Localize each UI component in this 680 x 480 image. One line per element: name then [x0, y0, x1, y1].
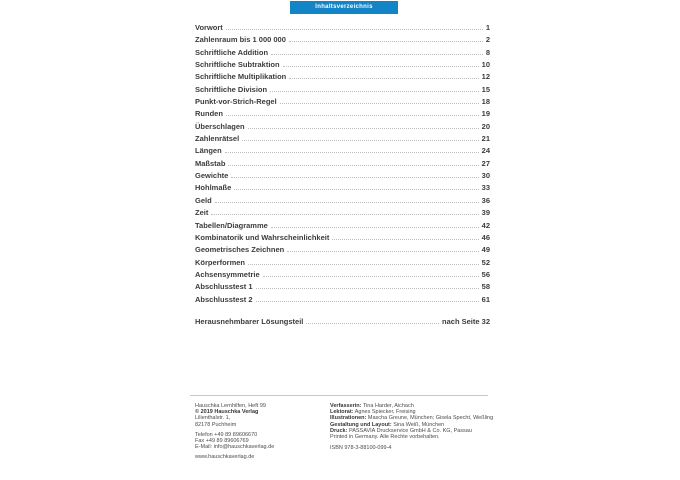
- toc-entry-page: 49: [481, 245, 490, 255]
- toc-entry-page: 24: [481, 146, 490, 156]
- footer-credits-block: [330, 403, 495, 451]
- credit-text: PASSAVIA Druckservice GmbH & Co. KG, Passau: [347, 427, 472, 434]
- toc-entry-title: Maßstab: [195, 158, 226, 168]
- toc-entry-title: Schriftliche Subtraktion: [195, 60, 280, 70]
- toc-entry-page: 1: [485, 23, 490, 32]
- credit-text: Agnes Spiecker, Freising: [353, 409, 416, 416]
- toc-entry-page: nach Seite 32: [442, 316, 490, 326]
- toc-entry: [195, 48, 490, 60]
- toc-entry-page: 27: [481, 158, 490, 168]
- toc-entry-title: Geometrisches Zeichnen: [195, 245, 285, 255]
- credit-text: Sina Weiß, München: [391, 421, 445, 428]
- toc-entry: [195, 258, 490, 270]
- toc-entry: [195, 85, 490, 97]
- toc-entry: [195, 109, 490, 121]
- toc-entry-title: Hohlmaße: [195, 183, 232, 193]
- toc-entry-title: Herausnehmbarer Lösungsteil: [195, 316, 304, 326]
- toc-entry: [195, 60, 490, 72]
- toc-entry-page: 19: [481, 109, 490, 119]
- toc-entry: [195, 122, 490, 134]
- toc-entry-title: Schriftliche Division: [195, 84, 268, 94]
- toc-entry: [195, 282, 490, 294]
- toc-dotted-leader: [289, 41, 483, 42]
- toc-entry-page: 10: [481, 60, 490, 70]
- toc-entry: [195, 35, 490, 47]
- footer-line: Hauschka Lernhilfen, Heft 99: [195, 403, 266, 409]
- toc-entry-title: Überschlagen: [195, 121, 245, 131]
- toc-entry-title: Tabellen/Diagramme: [195, 220, 268, 230]
- toc-entry: [195, 245, 490, 257]
- footer-divider: [190, 395, 488, 396]
- toc-entry-page: 52: [481, 257, 490, 267]
- toc-dotted-leader: [287, 251, 478, 252]
- toc-dotted-leader: [215, 202, 479, 203]
- toc-entry: [195, 317, 490, 329]
- toc-dotted-leader: [256, 301, 479, 302]
- toc-entry: [195, 134, 490, 146]
- toc-entry: [195, 171, 490, 183]
- toc-dotted-leader: [306, 323, 439, 324]
- toc-entry-title: Zahlenrätsel: [195, 134, 240, 144]
- footer-line: E-Mail: info@hauschkaverlag.de: [195, 444, 275, 451]
- credit-text: Mascha Greune, München; Gisela Specht, Weßling: [366, 415, 494, 422]
- toc-dotted-leader: [332, 239, 478, 240]
- toc-entry-title: Abschlusstest 1: [195, 282, 253, 292]
- toc-entry-page: 30: [481, 171, 490, 181]
- toc-dotted-leader: [283, 66, 479, 67]
- toc-entry-title: Runden: [195, 109, 223, 119]
- toc-entry-title: Körperformen: [195, 257, 246, 267]
- toc-entry-page: 33: [481, 183, 490, 193]
- footer-line: www.hauschkaverlag.de: [195, 454, 255, 461]
- credit-text: Printed in Germany. Alle Rechte vorbehalten.: [330, 434, 440, 441]
- credit-label: Verfasserin:: [330, 403, 362, 409]
- toc-dotted-leader: [225, 152, 479, 153]
- credit-label: Druck:: [330, 427, 348, 434]
- toc-entry-page: 18: [481, 97, 490, 107]
- toc-entry-title: Punkt-vor-Strich-Regel: [195, 97, 277, 107]
- footer-line: © 2019 Hauschka Verlag: [195, 409, 259, 416]
- toc-entry-page: 56: [481, 269, 490, 279]
- toc-dotted-leader: [211, 214, 478, 215]
- footer-line: Lilienthalstr. 1,: [195, 415, 231, 422]
- footer-line: Fax +49 89 89606769: [195, 438, 249, 445]
- toc-dotted-leader: [226, 115, 479, 116]
- credit-label: Lektorat:: [330, 409, 354, 416]
- toc-entry-page: 12: [481, 72, 490, 82]
- credit-label: Illustrationen:: [330, 415, 367, 422]
- toc-entry-title: Zeit: [195, 208, 209, 218]
- toc-dotted-leader: [271, 227, 479, 228]
- toc-dotted-leader: [226, 29, 483, 30]
- credit-text: Tina Harder, Aichach: [361, 403, 414, 409]
- toc-entry-title: Kombinatorik und Wahrscheinlichkeit: [195, 232, 330, 242]
- toc-entry-title: Vorwort: [195, 23, 223, 32]
- toc-dotted-leader: [234, 189, 478, 190]
- toc-dotted-leader: [280, 103, 479, 104]
- toc-entry-page: 42: [481, 220, 490, 230]
- toc-entry: [195, 183, 490, 195]
- toc-entry-page: 8: [485, 47, 490, 57]
- toc-entry-page: 2: [485, 35, 490, 45]
- toc-entry-page: 39: [481, 208, 490, 218]
- toc-entry-page: 15: [481, 84, 490, 94]
- toc-dotted-leader: [263, 276, 479, 277]
- isbn-line: ISBN 978-3-88100-099-4: [330, 445, 392, 452]
- toc-entry: [195, 72, 490, 84]
- credit-label: Gestaltung und Layout:: [330, 421, 392, 428]
- toc-entry: [195, 208, 490, 220]
- toc-entry-title: Zahlenraum bis 1 000 000: [195, 35, 286, 45]
- credits-list: [330, 403, 495, 440]
- toc-entry-title: Längen: [195, 146, 222, 156]
- toc-dotted-leader: [256, 288, 479, 289]
- toc-dotted-leader: [270, 91, 479, 92]
- toc-entry: [195, 146, 490, 158]
- toc-entry-title: Geld: [195, 195, 212, 205]
- toc-entry-title: Schriftliche Multiplikation: [195, 72, 287, 82]
- toc-entry-page: 20: [481, 121, 490, 131]
- toc-entry-page: 46: [481, 232, 490, 242]
- footer-line: Telefon +49 89 89606670: [195, 431, 258, 438]
- toc-dotted-leader: [248, 128, 479, 129]
- toc-entry: [195, 270, 490, 282]
- toc-entry-title: Schriftliche Addition: [195, 47, 269, 57]
- toc-entry: [195, 295, 490, 307]
- toc-entry-page: 61: [481, 294, 490, 304]
- toc-dotted-leader: [231, 177, 478, 178]
- toc-entry-title: Achsensymmetrie: [195, 269, 260, 279]
- toc-entry-page: 58: [481, 282, 490, 292]
- toc-dotted-leader: [271, 54, 483, 55]
- footer-line: 82178 Puchheim: [195, 421, 237, 428]
- toc-entry-page: 36: [481, 195, 490, 205]
- toc-entry-page: 21: [481, 134, 490, 144]
- toc-entry: [195, 221, 490, 233]
- credit-line: [330, 434, 495, 440]
- toc-entry-title: Abschlusstest 2: [195, 294, 253, 304]
- toc-entry-title: Gewichte: [195, 171, 229, 181]
- toc-dotted-leader: [228, 165, 478, 166]
- toc-entry: [195, 97, 490, 109]
- toc-entry: [195, 196, 490, 208]
- toc-dotted-leader: [248, 264, 479, 265]
- toc-dotted-leader: [289, 78, 478, 79]
- toc-list: [195, 23, 490, 329]
- toc-entry: [195, 23, 490, 35]
- footer-publisher-block: [195, 403, 325, 461]
- toc-entry: [195, 159, 490, 171]
- toc-dotted-leader: [242, 140, 478, 141]
- inhaltsverzeichnis-tab: Inhaltsverzeichnis: [290, 1, 398, 14]
- toc-entry: [195, 233, 490, 245]
